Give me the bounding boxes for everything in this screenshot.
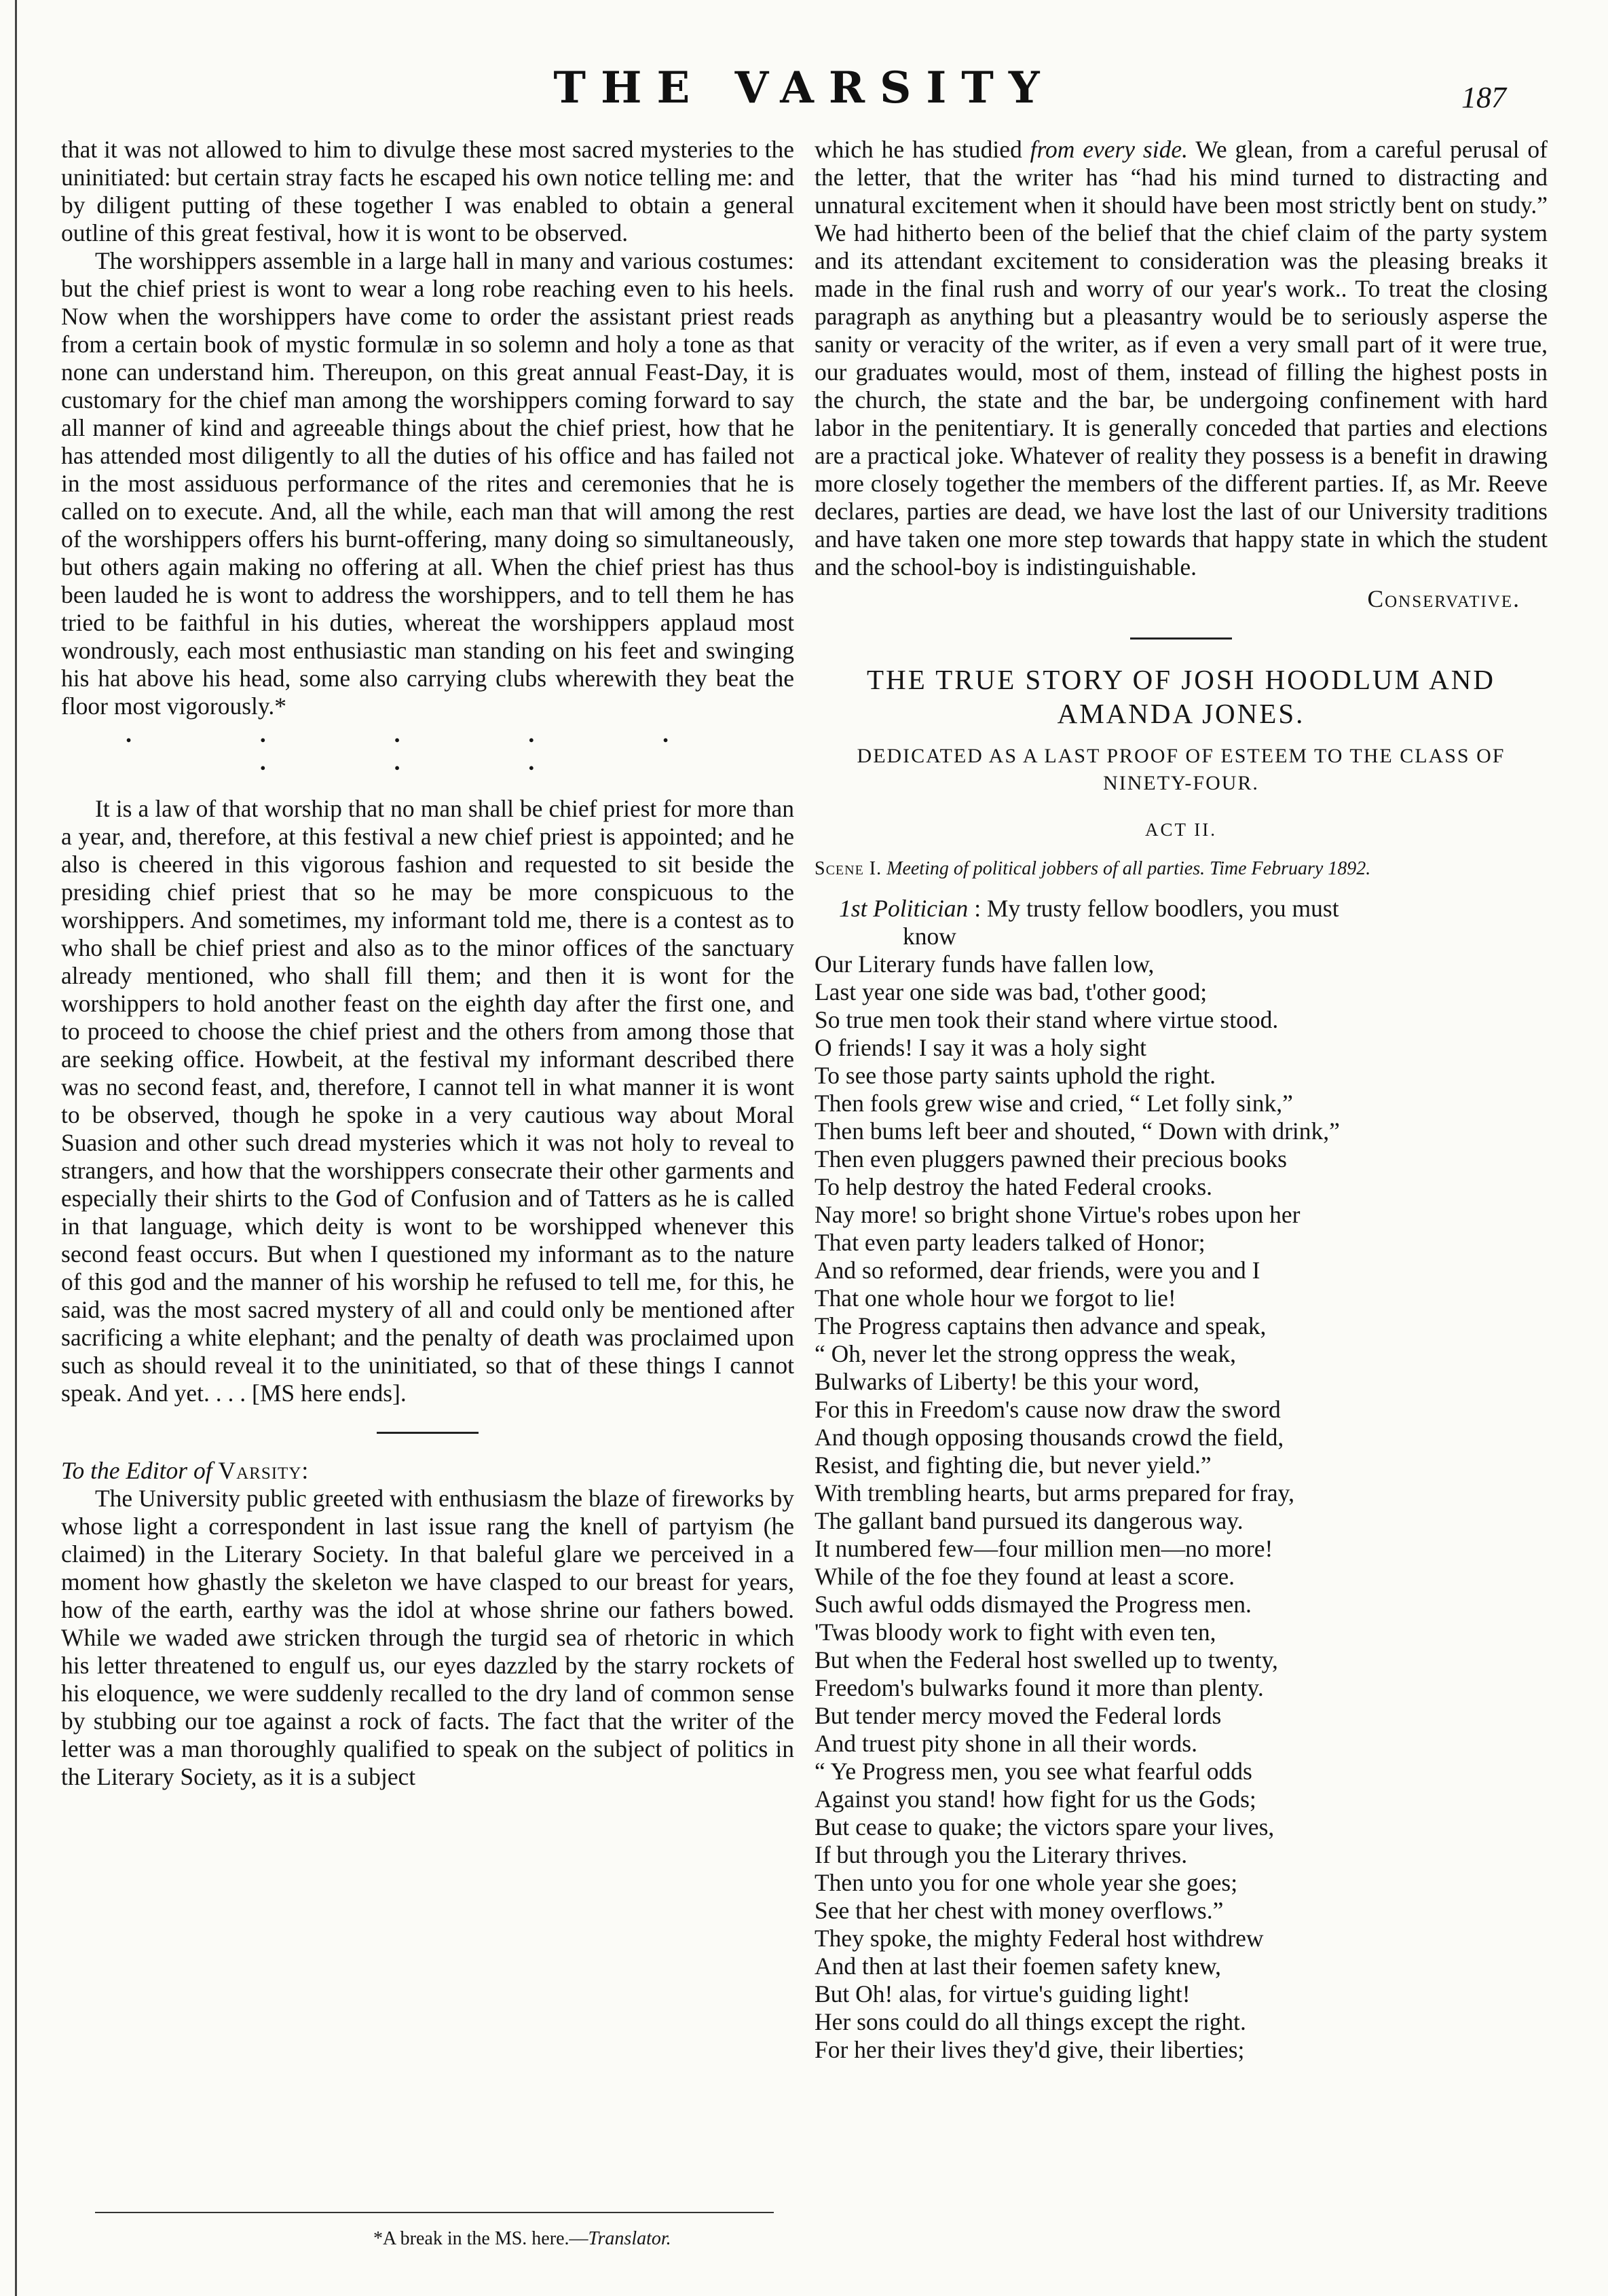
- verse-line: The gallant band pursued its dangerous way.: [815, 1507, 1244, 1534]
- page-edge: [15, 0, 17, 2296]
- verse-line: If but through you the Literary thrives.: [815, 1841, 1188, 1868]
- verse-line: For this in Freedom's cause now draw the sword: [815, 1396, 1281, 1423]
- verse-line: Then unto you for one whole year she goes;: [815, 1869, 1238, 1896]
- masthead: THE VARSITY: [553, 62, 1055, 113]
- verse-line: And then at last their foemen safety knew,: [815, 1952, 1222, 1980]
- left-paragraph-4: The University public greeted with enthusiasm the blaze of fireworks by whose light a correspondent in last issue rang the knell of partyism (he claimed) in the Literary Society. In that baleful glare we perceived in a moment how ghastly the skeleton we have clasped to our breast for years, how of the earth, earthy was the idol at whose shrine our fathers bowed. While we waded awe stricken through the turgid sea of rhetoric in which his letter threatened to engulf us, our eyes dazzled by the starry rockets of his eloquence, we were suddenly recalled to the dry land of common sense by stubbing our toe against a rock of facts. The fact that the writer of the letter was a man thoroughly qualified to speak on the subject of politics in the Literary Society, as it is a subject: [61, 1485, 794, 1790]
- left-paragraph-3: It is a law of that worship that no man shall be chief priest for more than a year, and, therefore, at this festival a new chief priest is appointed; and he also is cheered in this vigorous fashion and requested to sit beside the presiding chief priest that so he may be more conspicuous to the worshippers. And sometimes, my informant told me, there is a contest as to who shall be chief priest and also as to the minor offices of the sanctuary already mentioned, who shall fill them; and then it is wont for the worshippers to hold another feast on the eighth day after the first one, and to proceed to choose the chief priest and the others from among those that are seeking office. Howbeit, at the festival my informant described there was no second feast, and, therefore, I cannot tell in what manner it is wont to be observed, though he spoke in a very cautious way about Moral Suasion and other such dread mysteries which it was not holy to reveal to strangers, and how that the worshippers consecrate their other garments and especially their shirts to the God of Confusion and of Tatters as he is called in that language, which deity is wont to be worshipped whenever this second feast occurs. But when I questioned my informant as to the nature of this god and the manner of his worship he refused to tell me, for this, he said, was the most sacred mystery of all and could only be mentioned after sacrificing a white elephant; and the penalty of death was proclaimed upon such as should reveal it to the uninitiated, so that of these things I cannot speak. And yet. . . . [MS here ends].: [61, 795, 794, 1407]
- verse-line: For her their lives they'd give, their liberties;: [815, 2036, 1245, 2063]
- right-p1-part-c: We glean, from a careful perusal of the letter, that the writer has “had his mind turned to distracting and unnatural excitement when it should have been most strictly bent on study.” We had hitherto been of the belief that the chief claim of the party system and its attendant excitement to consideration was the pleasing breaks it made in the final rush and worry of our year's work.. To treat the closing paragraph as anything but a pleasantry would be to seriously asperse the sanity or veracity of the writer, as if even a very small part of it were true, our graduates would, most of them, instead of filling the highest posts in the church, the state and the bar, be undergoing confinement with hard labor in the penitentiary. It is generally conceded that parties and elections are a practical joke. Whatever of reality they possess is a benefit in drawing more closely together the members of the different parties. If, as Mr. Reeve declares, parties are dead, we have lost the last of our University traditions and have taken one more step towards that happy state in which the student and the school-boy is indistinguishable.: [815, 136, 1548, 580]
- right-column: [815, 136, 1548, 2064]
- salutation-prefix: To the Editor of: [61, 1457, 212, 1484]
- verse-line: O friends! I say it was a holy sight: [815, 1034, 1147, 1061]
- footnote-rule: [95, 2212, 774, 2213]
- verse-line: See that her chest with money overflows.”: [815, 1897, 1224, 1924]
- verse-line: Then bums left beer and shouted, “ Down with drink,”: [815, 1117, 1340, 1145]
- verse-line: And though opposing thousands crowd the field,: [815, 1424, 1284, 1451]
- verse-line: To help destroy the hated Federal crooks.: [815, 1173, 1213, 1200]
- verse-line: They spoke, the mighty Federal host withdrew: [815, 1925, 1264, 1952]
- verse-line: That one whole hour we forgot to lie!: [815, 1284, 1176, 1312]
- verse-line: “ Oh, never let the strong oppress the weak,: [815, 1340, 1237, 1367]
- letter-salutation: [61, 1457, 794, 1485]
- story-title: THE TRUE STORY OF JOSH HOODLUM AND AMANDA JONES.: [867, 664, 1495, 729]
- speaker-name: 1st Politician: [839, 895, 969, 922]
- verse-line: With trembling hearts, but arms prepared for fray,: [815, 1479, 1295, 1506]
- scene-label: Scene I.: [815, 858, 882, 879]
- verse-line: “ Ye Progress men, you see what fearful odds: [815, 1758, 1252, 1785]
- act-heading: ACT II.: [1145, 819, 1217, 840]
- verse-line: But cease to quake; the victors spare your lives,: [815, 1813, 1275, 1840]
- speech-start: : My trusty fellow boodlers, you must: [974, 895, 1339, 922]
- verse-line: That even party leaders talked of Honor;: [815, 1229, 1205, 1256]
- verse-line: And so reformed, dear friends, were you and I: [815, 1257, 1260, 1284]
- right-p1-emphasis: from every side.: [1030, 136, 1188, 163]
- verse-line: Then even pluggers pawned their precious books: [815, 1145, 1287, 1172]
- ellipsis-break: . . . . . . . .: [126, 720, 730, 775]
- verse-line: Resist, and fighting die, but never yield.”: [815, 1451, 1212, 1479]
- verse-line: But when the Federal host swelled up to twenty,: [815, 1646, 1278, 1673]
- letter-signature: Conservative.: [1367, 585, 1520, 612]
- scene-description: Meeting of political jobbers of all parties. Time February 1892.: [886, 858, 1371, 879]
- verse-line: But tender mercy moved the Federal lords: [815, 1702, 1222, 1729]
- verse-line: The Progress captains then advance and speak,: [815, 1312, 1267, 1339]
- page-number: 187: [1461, 81, 1506, 114]
- verse-line: While of the foe they found at least a score.: [815, 1563, 1235, 1590]
- left-column: [61, 136, 794, 1791]
- footnote-credit: Translator.: [588, 2228, 671, 2249]
- left-paragraph-1: that it was not allowed to him to divulge these most sacred mysteries to the uninitiated: but certain stray facts he escaped his own notice telling me: and by diligent putting of these together I was enabled to obtain a general outline of this great festival, how it is wont to be observed.: [61, 136, 794, 246]
- verse-line: Her sons could do all things except the right.: [815, 2008, 1246, 2035]
- verse-line: Against you stand! how fight for us the Gods;: [815, 1785, 1256, 1813]
- speech-continuation: know: [903, 923, 956, 950]
- verse-line: Freedom's bulwarks found it more than plenty.: [815, 1674, 1264, 1701]
- verse-line: 'Twas bloody work to fight with even ten,: [815, 1618, 1216, 1646]
- verse-line: Then fools grew wise and cried, “ Let folly sink,”: [815, 1090, 1293, 1117]
- story-dedication: DEDICATED AS A LAST PROOF OF ESTEEM TO THE CLASS OF NINETY-FOUR.: [857, 745, 1506, 794]
- verse-line: It numbered few—four million men—no more!: [815, 1535, 1273, 1562]
- verse-line: Last year one side was bad, t'other good;: [815, 978, 1208, 1005]
- footnote: [373, 2228, 671, 2250]
- verse-line: To see those party saints uphold the right.: [815, 1062, 1216, 1089]
- verse-line: But Oh! alas, for virtue's guiding light!: [815, 1980, 1191, 2007]
- section-divider-right: [1130, 637, 1232, 640]
- verse-line: And truest pity shone in all their words.: [815, 1730, 1197, 1757]
- verse-line: Such awful odds dismayed the Progress men.: [815, 1591, 1252, 1618]
- verse-line: Bulwarks of Liberty! be this your word,: [815, 1368, 1199, 1395]
- verse-block: [815, 923, 1548, 2064]
- salutation-name: Varsity:: [218, 1457, 310, 1484]
- verse-line: Nay more! so bright shone Virtue's robes upon her: [815, 1201, 1301, 1228]
- speaker-line: [839, 895, 1548, 923]
- verse-lines: [815, 950, 1548, 2064]
- right-p1-part-a: which he has studied: [815, 136, 1030, 163]
- right-paragraph-1: [815, 136, 1548, 581]
- footnote-text: *A break in the MS. here.—: [373, 2228, 588, 2249]
- left-paragraph-2: The worshippers assemble in a large hall in many and various costumes: but the chief priest is wont to wear a long robe reaching even to his heels. Now when the worshippers have come to order the assistant priest reads from a certain book of mystic formulæ in so solemn and holy a tone as that none can understand him. Thereupon, on this great annual Feast-Day, it is customary for the chief man among the worshippers coming forward to say all manner of kind and agreeable things about the chief priest, how that he has attended most diligently to all the duties of his office and has failed not in the most assiduous performance of the rites and ceremonies that he is called on to execute. And, all the while, each man that will among the rest of the worshippers offers his burnt-offering, many doing so simultaneously, but others again making no offering at all. When the chief priest has thus been lauded he is wont to address the worshippers, and to tell them he has tried to be faithful in his duties, whereat the worshippers applaud most wondrously, each most enthusiastic man standing on his feet and swinging his hat above his head, some also carrying clubs wherewith they beat the floor most vigorously.*: [61, 247, 794, 720]
- verse-line: Our Literary funds have fallen low,: [815, 950, 1155, 978]
- section-divider: [377, 1432, 479, 1434]
- verse-line: So true men took their stand where virtue stood.: [815, 1006, 1279, 1033]
- scene-heading: [815, 855, 1548, 883]
